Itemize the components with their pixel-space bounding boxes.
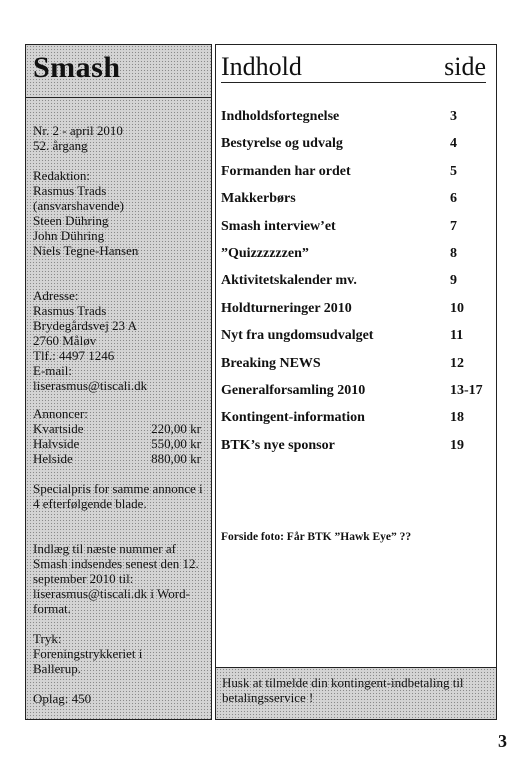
editor-name: Steen Dühring bbox=[33, 213, 109, 228]
submission-text: Indlæg til næste nummer af Smash indsendes senest den 12. september 2010 til: liserasmus@tiscali.dk i Word-format. bbox=[33, 541, 199, 616]
toc-entry[interactable] bbox=[221, 410, 488, 437]
toc-entry[interactable] bbox=[221, 136, 488, 163]
printer-name: Foreningstrykkeriet i Ballerup. bbox=[33, 646, 143, 676]
contents-panel bbox=[215, 44, 497, 720]
email-label: E-mail: bbox=[33, 363, 72, 378]
special-offer-text: Specialpris for samme annonce i 4 efterfølgende blade. bbox=[33, 481, 203, 511]
toc-entry-page: 19 bbox=[450, 437, 464, 453]
ad-rate bbox=[33, 421, 207, 436]
toc-entry-page: 6 bbox=[450, 191, 457, 207]
editorial-block bbox=[33, 168, 207, 258]
toc-entry-title: Holdturneringer 2010 bbox=[221, 300, 352, 316]
toc-entry[interactable] bbox=[221, 273, 488, 300]
toc-entry-title: Formanden har ordet bbox=[221, 163, 351, 179]
submission-block bbox=[33, 541, 207, 616]
editor-role: (ansvarshavende) bbox=[33, 198, 124, 213]
email: liserasmus@tiscali.dk bbox=[33, 378, 148, 393]
title-divider bbox=[26, 97, 211, 98]
toc-entry-title: Bestyrelse og udvalg bbox=[221, 136, 343, 152]
toc-entry-page: 3 bbox=[450, 109, 457, 124]
toc-entry-title: Aktivitetskalender mv. bbox=[221, 273, 357, 289]
phone: Tlf.: 4497 1246 bbox=[33, 348, 115, 363]
ads-block bbox=[33, 406, 207, 466]
editor-name: Rasmus Trads bbox=[33, 183, 107, 198]
ads-heading: Annoncer: bbox=[33, 406, 88, 421]
toc-entry[interactable] bbox=[221, 301, 488, 328]
toc-entry-page: 8 bbox=[450, 245, 457, 261]
magazine-title: Smash bbox=[33, 51, 121, 84]
ad-rate-label: Kvartside bbox=[33, 421, 84, 436]
toc-page-heading: side bbox=[444, 52, 486, 81]
address-heading: Adresse: bbox=[33, 288, 79, 303]
toc-entry-title: Generalforsamling 2010 bbox=[221, 382, 366, 398]
editor-name: John Dühring bbox=[33, 228, 105, 243]
masthead-panel bbox=[25, 44, 212, 720]
toc-entry-title: ”Quizzzzzzen” bbox=[221, 245, 309, 261]
toc-entry[interactable] bbox=[221, 438, 488, 465]
toc-heading: Indhold bbox=[221, 52, 302, 81]
ad-rate-price: 220,00 kr bbox=[151, 421, 201, 436]
circulation-text: Oplag: 450 bbox=[33, 691, 92, 706]
toc-entry-title: BTK’s nye sponsor bbox=[221, 437, 335, 453]
toc-entry-title: Nyt fra ungdomsudvalget bbox=[221, 328, 374, 344]
toc-entry[interactable] bbox=[221, 109, 488, 136]
toc-entry[interactable] bbox=[221, 356, 488, 383]
editorial-heading: Redaktion: bbox=[33, 168, 91, 183]
cover-photo-caption: Forside foto: Får BTK ”Hawk Eye” ?? bbox=[221, 531, 412, 543]
volume: 52. årgang bbox=[33, 138, 88, 153]
toc-entry-title: Smash interview’et bbox=[221, 218, 336, 234]
toc-entry[interactable] bbox=[221, 246, 488, 273]
ad-rate-price: 550,00 kr bbox=[151, 436, 201, 451]
payment-reminder: Husk at tilmelde din kontingent-indbetaling til betalingsservice ! bbox=[216, 667, 496, 719]
toc-entry-page: 12 bbox=[450, 355, 464, 371]
toc-entry[interactable] bbox=[221, 383, 488, 410]
page-number: 3 bbox=[498, 731, 507, 751]
toc-entry-page: 5 bbox=[450, 163, 457, 179]
toc-entry-title: Kontingent-information bbox=[221, 410, 365, 426]
toc-entry[interactable] bbox=[221, 164, 488, 191]
ad-rate-price: 880,00 kr bbox=[151, 451, 201, 466]
toc-entry[interactable] bbox=[221, 219, 488, 246]
address-line: 2760 Måløv bbox=[33, 333, 97, 348]
ad-rate-label: Halvside bbox=[33, 436, 80, 451]
address-block bbox=[33, 288, 207, 393]
toc-entry[interactable] bbox=[221, 191, 488, 218]
ad-rate bbox=[33, 451, 207, 466]
toc-entry-page: 4 bbox=[450, 136, 457, 152]
toc-entry-page: 11 bbox=[450, 328, 464, 344]
circulation bbox=[33, 691, 207, 706]
toc-list bbox=[221, 109, 488, 465]
toc-entry-page: 18 bbox=[450, 410, 464, 426]
toc-entry-title: Indholdsfortegnelse bbox=[221, 109, 340, 124]
address-line: Brydegårdsvej 23 A bbox=[33, 318, 137, 333]
toc-header bbox=[221, 54, 486, 83]
toc-entry-page: 9 bbox=[450, 273, 457, 289]
toc-entry-page: 7 bbox=[450, 218, 457, 234]
issue-info bbox=[33, 123, 207, 153]
toc-entry-page: 13-17 bbox=[450, 382, 483, 398]
address-line: Rasmus Trads bbox=[33, 303, 107, 318]
ad-rate-label: Helside bbox=[33, 451, 73, 466]
editor-name: Niels Tegne-Hansen bbox=[33, 243, 139, 258]
toc-entry-page: 10 bbox=[450, 300, 464, 316]
special-offer bbox=[33, 481, 207, 511]
toc-entry[interactable] bbox=[221, 328, 488, 355]
toc-entry-title: Makkerbørs bbox=[221, 191, 296, 207]
issue-number: Nr. 2 - april 2010 bbox=[33, 123, 123, 138]
ad-rate bbox=[33, 436, 207, 451]
printing-block bbox=[33, 631, 207, 676]
printing-heading: Tryk: bbox=[33, 631, 62, 646]
toc-entry-title: Breaking NEWS bbox=[221, 355, 321, 371]
